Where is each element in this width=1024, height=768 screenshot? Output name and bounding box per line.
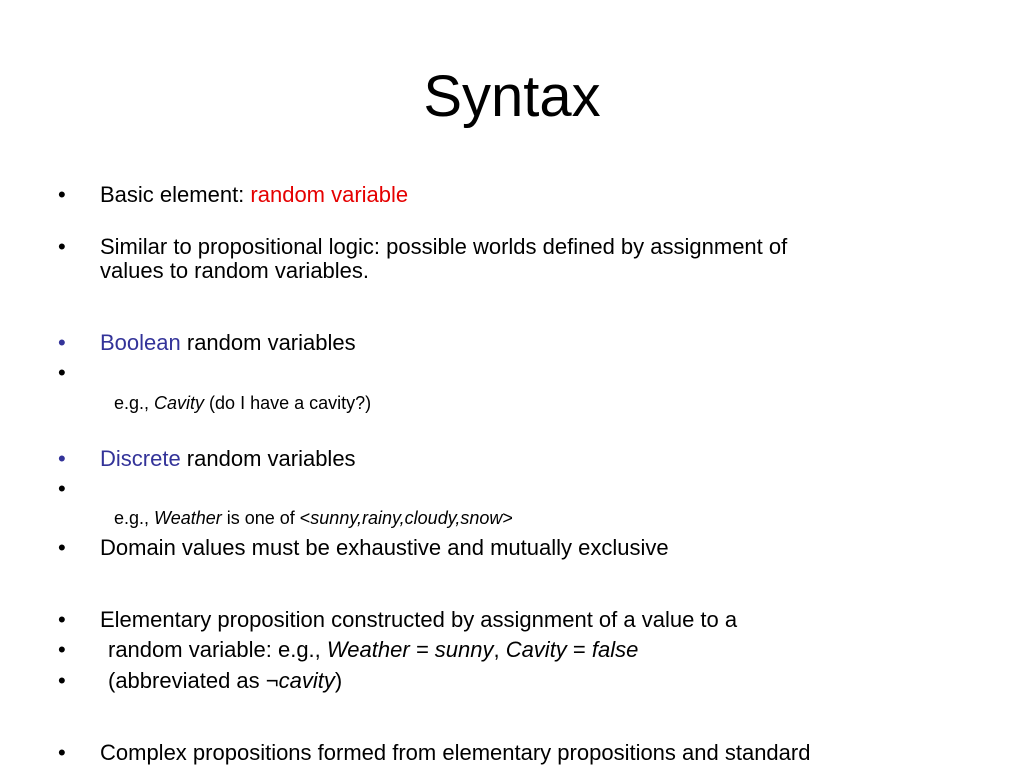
highlight-boolean: Boolean: [100, 330, 181, 355]
text-end: >: [502, 508, 513, 528]
text-prefix: (abbreviated as: [108, 668, 266, 693]
example-text: [114, 507, 513, 529]
bullet-marker: •: [58, 607, 66, 632]
example-text: [114, 392, 371, 414]
bullet-text-line2: values to random variables.: [100, 258, 370, 283]
text-end: ): [334, 668, 343, 693]
italic-cavity: cavity: [278, 668, 335, 693]
italic-values: sunny,rainy,cloudy,snow: [310, 508, 503, 528]
text-mid: is one of <: [221, 508, 311, 528]
text-rest: (do I have a cavity?): [204, 393, 372, 413]
text-prefix: e.g.,: [114, 508, 155, 528]
bullet-marker: •: [58, 182, 66, 207]
italic-weather: Weather: [154, 508, 222, 528]
bullet-marker: •: [58, 476, 66, 501]
highlight-discrete: Discrete: [100, 446, 181, 471]
bullet-marker: •: [58, 740, 66, 765]
text-comma: ,: [493, 637, 506, 662]
slide-title: Syntax: [423, 64, 601, 129]
bullet-marker: •: [58, 535, 66, 560]
italic-cavity: Cavity: [505, 637, 567, 662]
bullet-marker: •: [58, 234, 66, 259]
bullet-marker: •: [58, 330, 66, 355]
italic-false: false: [591, 637, 639, 662]
text-prefix: random variable: e.g.,: [108, 637, 327, 662]
bullet-text: [100, 446, 356, 472]
bullet-text: [108, 668, 342, 694]
bullet-marker: •: [58, 637, 66, 662]
bullet-text: Complex propositions formed from elementary propositions and standard: [100, 740, 811, 765]
bullet-text: Domain values must be exhaustive and mutually exclusive: [100, 535, 669, 560]
text-equals: =: [566, 637, 592, 662]
italic-sunny: sunny: [434, 637, 494, 662]
bullet-text: [108, 637, 638, 663]
bullet-text: Elementary proposition constructed by assignment of a value to a: [100, 607, 738, 632]
bullet-marker: •: [58, 360, 66, 385]
text-prefix: e.g.,: [114, 393, 155, 413]
bullet-text: [100, 182, 408, 208]
bullet-marker: •: [58, 668, 66, 693]
highlight-random-variable: random variable: [250, 182, 409, 207]
italic-equals: =: [409, 637, 435, 662]
text-rest: random variables: [180, 330, 356, 355]
bullet-marker: •: [58, 446, 66, 471]
negation-symbol: ¬: [265, 668, 279, 693]
italic-cavity: Cavity: [154, 393, 205, 413]
italic-weather: Weather: [326, 637, 410, 662]
bullet-text-line1: Similar to propositional logic: possible worlds defined by assignment of: [100, 234, 788, 259]
bullet-text: [100, 330, 356, 356]
text-prefix: Basic element:: [100, 182, 251, 207]
text-rest: random variables: [180, 446, 356, 471]
